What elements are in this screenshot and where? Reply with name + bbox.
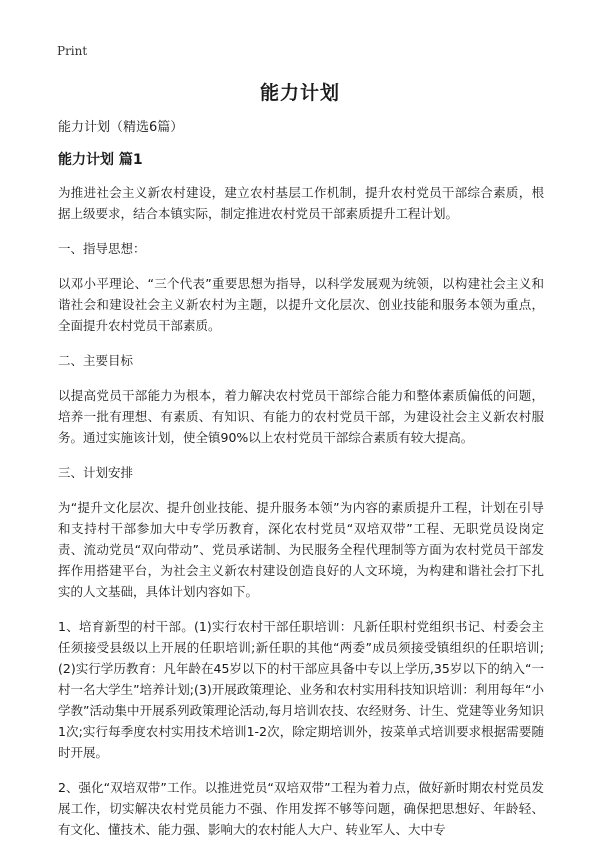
print-label[interactable]: Print (57, 44, 88, 58)
heading-plan-arrangement: 三、计划安排 (58, 465, 134, 480)
item-2-paragraph: 2、强化“双培双带”工作。以推进党员“双培双带”工程为着力点，做好新时期农村党员发展工作，切实解决农村党员能力不强、作用发挥不够等问题，确保把思想好、年龄轻、有文化、懂技术、能力强、影响大的农村能人大户、转业军人、大中专 (58, 780, 544, 837)
plan-arrangement-paragraph: 为“提升文化层次、提升创业技能、提升服务本领”为内容的素质提升工程，计划在引导和支持村干部参加大中专学历教育，深化农村党员“双培双带”工程、无职党员设岗定责、流动党员“双向带动”、党员承诺制、为民服务全程代理制等方面为农村党员干部发挥作用搭建平台，为社会主义新农村建设创造良好的人文环境，为构建和谐社会打下扎实的人文基础，具体计划内容如下。 (58, 500, 544, 599)
intro-paragraph: 为推进社会主义新农村建设，建立农村基层工作机制，提升农村党员干部综合素质，根据上级要求，结合本镇实际，制定推进农村党员干部素质提升工程计划。 (58, 185, 544, 221)
section-title: 能力计划 篇1 (58, 152, 143, 168)
heading-main-goals: 二、主要目标 (58, 353, 134, 368)
main-goals-paragraph: 以提高党员干部能力为根本，着力解决农村党员干部综合能力和整体素质偏低的问题，培养一批有理想、有素质、有知识、有能力的农村党员干部，为建设社会主义新农村服务。通过实施该计划，使全镇90%以上农村党员干部综合素质有较大提高。 (58, 388, 544, 445)
guiding-thought-paragraph: 以邓小平理论、“三个代表”重要思想为指导，以科学发展观为统领，以构建社会主义和谐社会和建设社会主义新农村为主题，以提升文化层次、创业技能和服务本领为重点，全面提升农村党员干部素质。 (58, 276, 544, 333)
item-1-paragraph: 1、培育新型的村干部。(1)实行农村干部任职培训：凡新任职村党组织书记、村委会主任须接受县级以上开展的任职培训;新任职的其他“两委”成员须接受镇组织的任职培训;(2)实行学历教育：凡年龄在45岁以下的村干部应具备中专以上学历,35岁以下的纳入“一村一名大学生”培养计划;(3)开展政策理论、业务和农村实用科技知识培训：利用每年“小学教”活动集中开展系列政策理论活动,每月培训农技、农经财务、计生、党建等业务知识1次;实行每季度农村实用技术培训1-2次，除定期培训外，按菜单式培训要求根据需要随时开展。 (58, 619, 544, 760)
page-title: 能力计划 (259, 82, 340, 104)
document-body (58, 118, 544, 854)
heading-guiding-thought: 一、指导思想： (58, 241, 146, 256)
document-subtitle: 能力计划（精选6篇） (58, 120, 184, 135)
